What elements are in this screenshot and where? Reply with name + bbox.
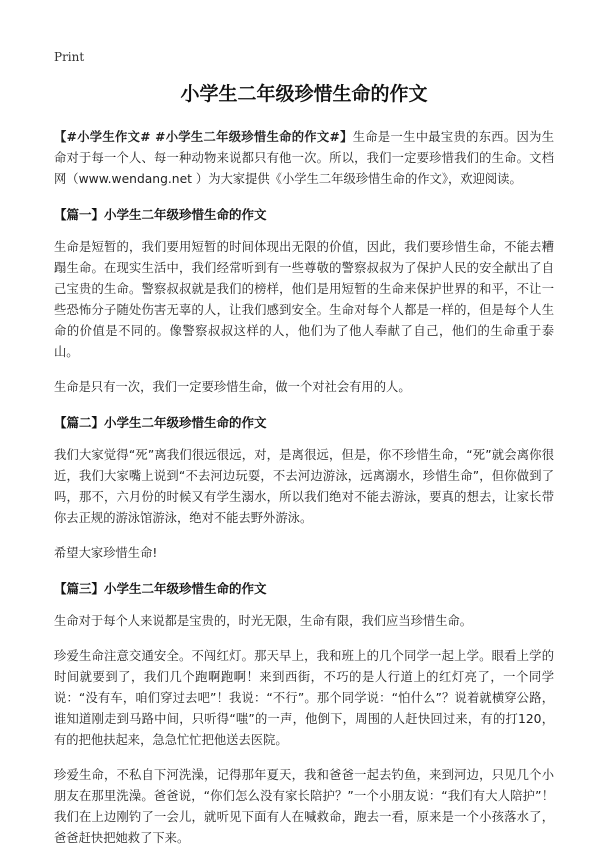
section-heading-2: 【篇二】小学生二年级珍惜生命的作文 xyxy=(54,415,267,430)
intro-tag: 【#小学生作文# #小学生二年级珍惜生命的作文#】 xyxy=(54,130,353,144)
paragraph: 生命是短暂的，我们要用短暂的时间体现出无限的价值，因此，我们要珍惜生命，不能去糟蹋生命。在现实生活中，我们经常听到有一些尊敬的警察叔叔为了保护人民的安全献出了自己宝贵的生命。警察叔叔就是我们的榜样，他们是用短暂的生命来保护世界的和平，不让一些恐怖分子随处伤害无辜的人，让我们感到安全。生命对每个人都是一样的，但是每个人生命的价值是不同的。像警察叔叔这样的人，他们为了他人奉献了自己，他们的生命重于泰山。 xyxy=(54,240,554,359)
paragraph: 希望大家珍惜生命! xyxy=(54,546,158,560)
paragraph: 我们大家觉得“死”离我们很远很远，对，是离很远，但是，你不珍惜生命，“死”就会离你很近，我们大家嘴上说到“不去河边玩耍，不去河边游泳，远离溺水，珍惜生命”，但你做到了吗，那不，六月份的时候又有学生溺水，所以我们绝对不能去游泳，要真的想去，让家长带你去正规的游泳馆游泳，绝对不能去野外游泳。 xyxy=(54,448,554,525)
page-title: 小学生二年级珍惜生命的作文 xyxy=(180,83,428,105)
intro-text: 生命是一生中最宝贵的东西。因为生命对于每一个人、每一种动物来说都只有他一次。所以，我们一定要珍惜我们的生命。文档网（www.wendang.net ）为大家提供《小学生二年级珍惜生命的作文》，欢迎阅读。 xyxy=(54,130,554,186)
intro-paragraph xyxy=(54,127,554,190)
print-link[interactable]: Print xyxy=(54,50,85,64)
section-heading-1: 【篇一】小学生二年级珍惜生命的作文 xyxy=(54,207,267,222)
paragraph: 生命对于每个人来说都是宝贵的，时光无限，生命有限，我们应当珍惜生命。 xyxy=(54,614,473,628)
paragraph: 珍爱生命注意交通安全。不闯红灯。那天早上，我和班上的几个同学一起上学。眼看上学的时间就要到了，我们几个跑啊跑啊！来到西街，不巧的是人行道上的红灯亮了，一个同学说：“没有车，咱们穿过去吧”！我说：“不行”。那个同学说：“怕什么”？说着就横穿公路，谁知道刚走到马路中间，只听得“嗤”的一声，他倒下，周围的人赶快回过来，有的打120，有的把他扶起来，急急忙忙把他送去医院。 xyxy=(54,649,554,747)
section-heading-3: 【篇三】小学生二年级珍惜生命的作文 xyxy=(54,581,267,596)
paragraph: 珍爱生命，不私自下河洗澡，记得那年夏天，我和爸爸一起去钓鱼，来到河边，只见几个小朋友在那里洗澡。爸爸说，“你们怎么没有家长陪护？”一个小朋友说：“我们有大人陪护”！我们在上边刚钓了一会儿，就听见下面有人在喊救命，跑去一看，原来是一个小孩落水了，爸爸赶快把她救了下来。 xyxy=(54,768,554,845)
paragraph: 生命是只有一次，我们一定要珍惜生命，做一个对社会有用的人。 xyxy=(54,380,411,394)
